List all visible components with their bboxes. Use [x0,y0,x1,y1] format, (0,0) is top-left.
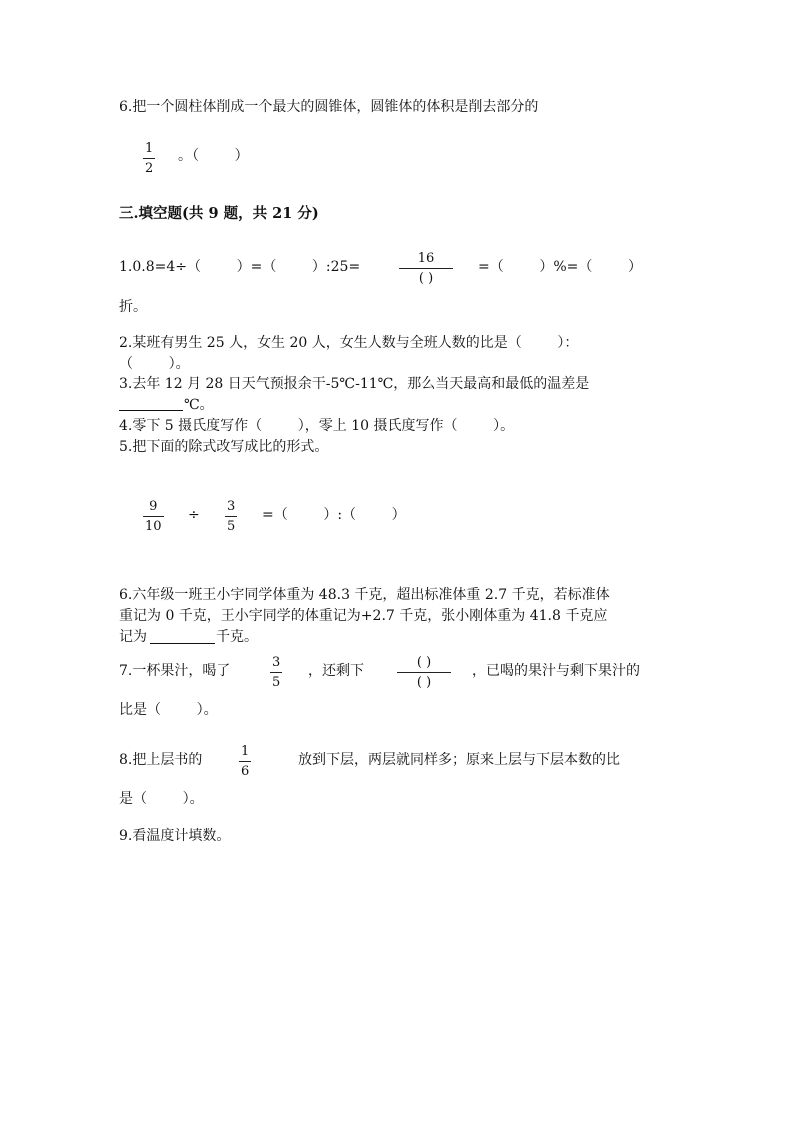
q7-line2: 比是（ ）。 [119,702,218,718]
fraction-numerator: 16 [417,251,435,266]
section-title: 三.填空题(共 9 题，共 21 分) [119,205,319,222]
prev-q6-fraction [143,142,155,176]
q4-text: 4.零下 5 摄氏度写作（ ），零上 10 摄氏度写作（ ）。 [119,418,515,434]
fraction-denominator: 2 [145,161,154,176]
q6-line3-prefix: 记为 [119,629,147,645]
fraction-numerator: 3 [227,499,236,514]
q8-line2: 是（ ）。 [119,791,204,807]
fraction-numerator: 1 [241,744,250,759]
q7-part1: 7.一杯果汁，喝了 [119,663,231,679]
fraction-denominator[interactable]: ( ) [418,271,434,286]
fraction-numerator: 9 [149,499,158,514]
fraction-bar [399,268,453,269]
q7-fraction-remaining[interactable] [397,656,451,690]
fraction-numerator: 3 [272,655,281,670]
q5-fraction-2 [225,500,237,534]
q5-ratio-blanks[interactable]: =（ ）:（ ） [262,507,406,523]
q6-line2: 重记为 0 千克，王小宇同学的体重记为+2.7 千克，张小刚体重为 41.8 千克应 [119,608,608,624]
fraction-bar [270,672,282,673]
fraction-bar [225,516,237,517]
q7-part2: ，还剩下 [308,663,364,679]
q8-part1: 8.把上层书的 [119,752,203,768]
q6-line1: 6.六年级一班王小宇同学体重为 48.3 千克，超出标准体重 2.7 千克，若标准体 [119,587,610,603]
q5-fraction-1 [143,500,164,534]
q1-part1: 1.0.8=4÷（ ）=（ ）:25= [119,259,361,275]
fraction-bar [143,516,164,517]
fraction-bar [143,158,155,159]
q6-answer-blank[interactable] [150,642,215,644]
q5-text: 5.把下面的除式改写成比的形式。 [119,439,329,455]
q3-answer-blank[interactable] [119,409,183,411]
q8-fraction [239,745,251,779]
fraction-numerator: 1 [145,141,154,156]
q7-fraction-drunk [270,656,282,690]
fraction-denominator: 6 [241,764,250,779]
fraction-denominator: 5 [272,675,281,690]
fraction-denominator: 10 [145,519,162,534]
q3-line1: 3.去年 12 月 28 日天气预报余干-5℃-11℃，那么当天最高和最低的温差是 [119,376,590,392]
q2-line1: 2.某班有男生 25 人，女生 20 人，女生人数与全班人数的比是（ ）： [119,335,579,351]
prev-q6-answer-blank[interactable]: 。（ ） [178,148,249,164]
q1-fraction [399,252,453,286]
q3-line2-suffix: ℃。 [184,397,214,413]
division-sign: ÷ [188,507,200,523]
prev-q6-text: 6.把一个圆柱体削成一个最大的圆锥体，圆锥体的体积是削去部分的 [119,99,539,115]
fraction-denominator: 5 [227,519,236,534]
q1-part2: =（ ）%=（ ） [478,259,642,275]
q6-line3-suffix: 千克。 [216,629,258,645]
q8-part2: 放到下层，两层就同样多；原来上层与下层本数的比 [298,752,620,768]
q9-text: 9.看温度计填数。 [119,828,231,844]
fraction-numerator[interactable]: ( ) [416,655,432,670]
q1-line2: 折。 [119,299,147,315]
q7-part3: ，已喝的果汁与剩下果汁的 [472,663,640,679]
fraction-denominator[interactable]: ( ) [416,675,432,690]
fraction-bar [239,761,251,762]
fraction-bar [397,672,451,673]
q2-line2: （ ）。 [119,356,190,372]
